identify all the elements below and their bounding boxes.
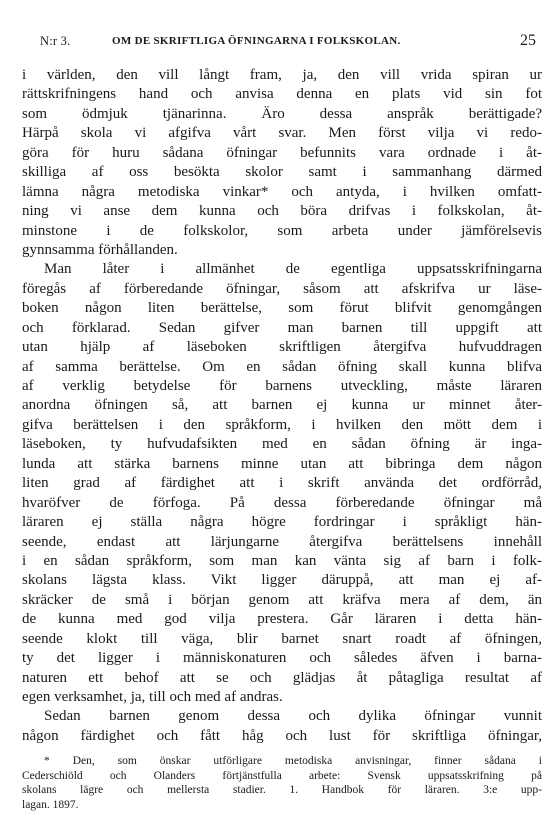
body-text — [22, 66, 542, 746]
text-line: af verklig betydelse för barnens utveckling, måste läraren — [22, 378, 542, 394]
footnote-line: skolans lägre och mellersta stadier. 1. Handbok för läraren. 3:e upp- — [22, 784, 542, 796]
text-line: anordna öfningen så, att barnen ej kunna ur minnet åter- — [22, 397, 542, 414]
text-line: seende klokt till väga, blir barnet snart roadt af öfningen, — [22, 630, 542, 647]
text-line: naturen ett behof att se och glädjas åt påtagliga resultat af — [22, 669, 542, 686]
footnote-line: * Den, som önskar utförligare metodiska anvisningar, finner sådana i — [44, 755, 542, 767]
text-line: gynnsamma förhållanden. — [22, 241, 178, 258]
text-line: skräcker de små i början genom att kräfva mera af dem, än — [22, 591, 542, 608]
page-number: 25 — [520, 32, 536, 49]
text-line: seende, endast att lärjungarne återgifva berättelsens innehåll — [22, 533, 542, 550]
text-line: skolans lägsta klass. Vikt ligger däruppå, att man ej af- — [22, 572, 542, 589]
text-line: Man låter i allmänhet de egentliga uppsatsskrifningarna — [44, 261, 542, 278]
text-line: Sedan barnen genom dessa och dylika öfningar vunnit — [44, 708, 542, 725]
text-line: boken någon liten berättelse, som förut blifvit genomgången — [22, 300, 542, 317]
text-line: ty det ligger i människonaturen och således äfven i barna- — [22, 650, 542, 667]
text-line: göra för huru sådana öfningar befunnits vara ordnade i åt- — [22, 144, 542, 161]
text-line: som ödmjuk tjänarinna. Äro dessa anspråk berättigade? — [22, 105, 542, 122]
text-line: egen verksamhet, ja, till och med af andras. — [22, 689, 283, 705]
text-line: läraren ej ställa några högre fordringar i språkligt hän- — [22, 514, 542, 531]
text-line: de kunna med god vilja prestera. Går läraren i detta hän- — [22, 611, 542, 628]
text-line: lunda att stärka barnens minne utan att bibringa dem någon — [22, 455, 542, 472]
text-line: lämna några metodiska vinkar* och antyda, i hvilken omfatt- — [22, 183, 542, 200]
text-line: föregås af förberedande öfningar, såsom att afskrifva ur läse- — [22, 280, 542, 297]
issue-number: N:r 3. — [40, 34, 71, 48]
text-line: läseboken, ty hufvudafsikten med en sådan öfning är inga- — [22, 436, 542, 453]
text-line: i världen, den vill långt fram, ja, den vill vrida spiran ur — [22, 67, 542, 83]
footnote — [22, 754, 542, 812]
text-line: skilliga af oss besökta skolor samt i sammanhang därmed — [22, 164, 542, 181]
text-line: utan hjälp af läseboken skriftligen återgifva hufvuddragen — [22, 339, 542, 356]
footnote-line: Cederschiöld och Olanders förtjänstfulla arbete: Svensk uppsatsskrifning på — [22, 769, 542, 782]
text-line: och förklarad. Sedan gifver man barnen till uppgift att — [22, 319, 542, 336]
book-page — [22, 0, 542, 836]
text-line: i en sådan språkform, som man kan vänta sig af barn i folk- — [22, 552, 542, 569]
text-line: ning vi anse dem kunna och böra drifvas i folkskolan, åt- — [22, 203, 542, 220]
text-line: rättskrifningens hand och anvisa denna en plats vid sin fot — [22, 86, 542, 103]
text-line: liten grad af färdighet att i skrift använda det ordförråd, — [22, 475, 542, 492]
running-title: OM DE SKRIFTLIGA ÖFNINGARNA I FOLKSKOLAN. — [112, 35, 401, 47]
footnote-line: lagan. 1897. — [22, 798, 79, 811]
text-line: gifva berättelsen i den språkform, i hvilken den mött dem i — [22, 416, 542, 433]
running-header — [22, 34, 542, 54]
text-line: hvaröfver de förfoga. På dessa förberedande öfningar må — [22, 494, 542, 511]
text-line: Härpå skola vi afgifva vårt svar. Men först vilja vi redo- — [22, 125, 542, 142]
text-line: minstone i de folkskolor, som arbeta under jämförelsevis — [22, 222, 542, 239]
text-line: af samma berättelse. Om en sådan öfning skall kunna blifva — [22, 358, 542, 375]
text-line: någon färdighet och fått håg och lust för skriftliga öfningar, — [22, 727, 542, 744]
